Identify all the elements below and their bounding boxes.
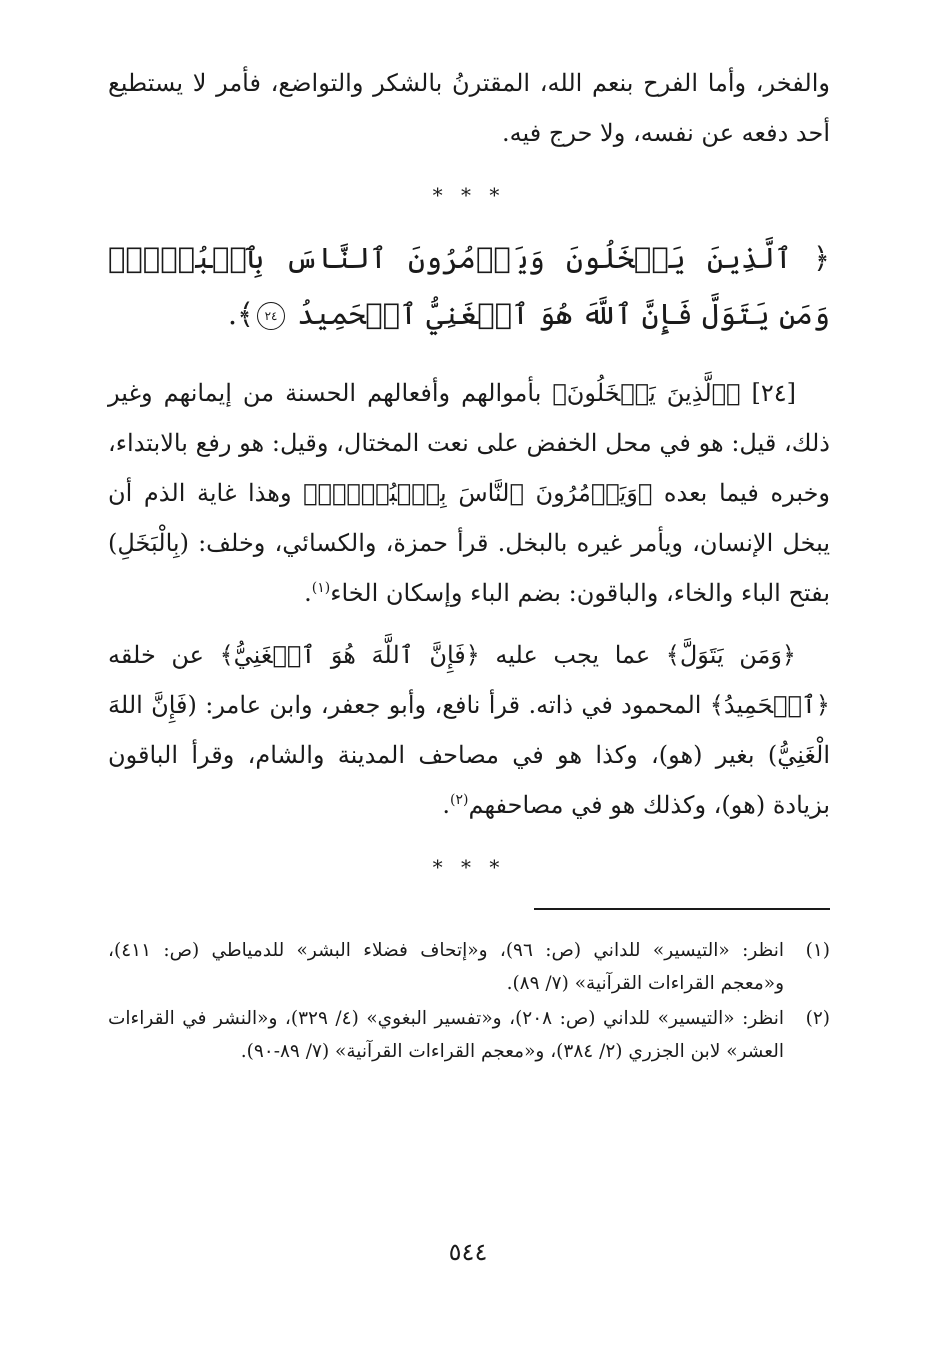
section-separator-2: * * * — [432, 855, 506, 879]
verse-open-bracket: ﴿ — [813, 241, 830, 275]
footnote-number: (١) — [805, 940, 830, 961]
footnote-divider — [534, 908, 830, 910]
verse-text: ٱلَّذِينَ يَبۡخَلُونَ وَيَأۡمُرُونَ ٱلنَّاسَ بِٱلۡبُخۡلِۗ وَمَن يَتَوَلَّ فَإِنَّ ٱللَّهَ هُوَ ٱلۡغَنِيُّ ٱلۡحَمِيدُ — [108, 241, 830, 331]
paragraph-intro: والفخر، وأما الفرح بنعم الله، المقترنُ بالشكر والتواضع، فأمر لا يستطيع أحد دفعه عن نفسه، ولا حرج فيه. — [108, 69, 830, 147]
footnote-ref-2[interactable]: (٢) — [450, 792, 469, 808]
paragraph-tafsir-24 — [108, 368, 830, 618]
tafsir-continued-text: ﴿وَمَن يَتَوَلَّ﴾ عما يجب عليه ﴿فَإِنَّ ٱللَّهَ هُوَ ٱلۡغَنِيُّ﴾ عن خلقه ﴿ٱلۡحَمِيدُ﴾ المحمود في ذاته. قرأ نافع، وأبو جعفر، وابن عامر: (فَإِنَّ اللهَ الْغَنِيُّ) بغير (هو)، وكذا هو في مصاحف المدينة والشام، وقرأ الباقون بزيادة (هو)، وكذلك هو في مصاحفهم — [108, 641, 830, 819]
footnote-number: (٢) — [805, 1008, 830, 1029]
tafsir-continued-end: . — [442, 791, 450, 819]
footnote-2 — [108, 1002, 830, 1068]
page-number: ٥٤٤ — [448, 1238, 488, 1266]
ayah-number-marker: ٢٤ — [257, 302, 285, 330]
section-separator-1: * * * — [432, 183, 506, 207]
footnote-ref-1[interactable]: (١) — [311, 580, 331, 596]
page-content — [108, 58, 830, 1070]
quran-verse — [108, 230, 830, 342]
tafsir-24-end: . — [304, 579, 312, 607]
paragraph-tafsir-continued — [108, 630, 830, 830]
footnote-text: انظر: «التيسير» للداني (ص: ٢٠٨)، و«تفسير البغوي» (٤/ ٣٢٩)، و«النشر في القراءات العشر» لابن الجزري (٢/ ٣٨٤)، و«معجم القراءات القرآنية» (٧/ ٨٩-٩٠). — [108, 1008, 784, 1062]
verse-close-bracket: ﴾. — [227, 297, 255, 331]
footnote-1 — [108, 934, 830, 1000]
footnote-text: انظر: «التيسير» للداني (ص: ٩٦)، و«إتحاف فضلاء البشر» للدمياطي (ص: ٤١١)، و«معجم القراءات القرآنية» (٧/ ٨٩). — [108, 940, 784, 994]
tafsir-24-text: [٢٤] ﴿ٱلَّذِينَ يَبۡخَلُونَ﴾ بأموالهم وأفعالهم الحسنة من إيمانهم وغير ذلك، قيل: هو في محل الخفض على نعت المختال، وقيل: هو رفع بالابتداء، وخبره فيما بعده ﴿وَيَأۡمُرُونَ ٱلنَّاسَ بِٱلۡبُخۡلِۗ﴾ وهذا غاية الذم أن يبخل الإنسان، ويأمر غيره بالبخل. قرأ حمزة، والكسائي، وخلف: (بِالْبَخَلِ) بفتح الباء والخاء، والباقون: بضم الباء وإسكان الخاء — [108, 379, 830, 607]
footnotes — [108, 934, 830, 1068]
